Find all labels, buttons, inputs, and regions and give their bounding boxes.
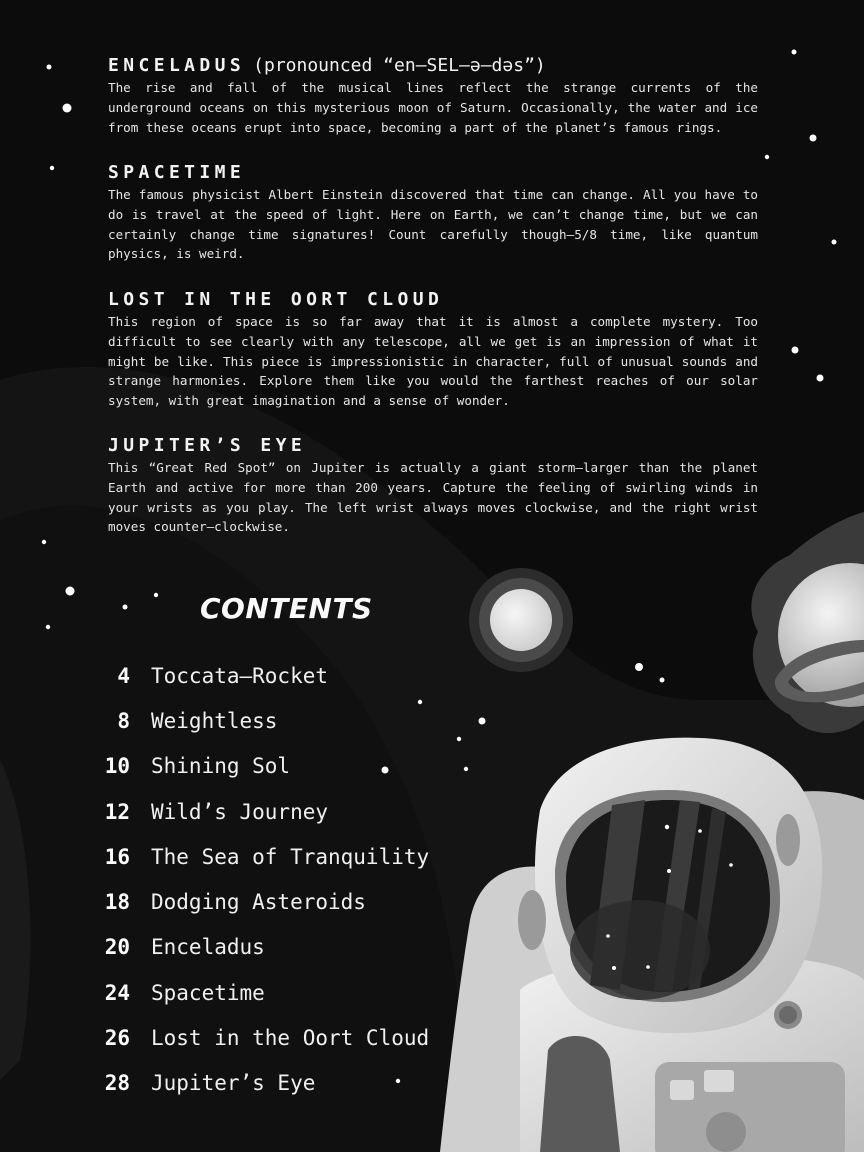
toc-title: Wild’s Journey xyxy=(151,799,329,824)
section-heading: SPACETIME xyxy=(108,162,246,183)
toc-title: Weightless xyxy=(151,708,278,733)
star-icon xyxy=(154,593,158,597)
star-icon xyxy=(660,678,665,683)
star-icon xyxy=(47,65,52,70)
toc-page-number: 8 xyxy=(117,708,130,733)
star-icon xyxy=(42,540,46,544)
section-body: This “Great Red Spot” on Jupiter is actually a giant storm—larger than the planet Earth and active for more than 200 years. Capture the feeling of swirling winds in your wrists as you play. The left wrist always moves clockwise, and the right wrist moves counter–clockwise. xyxy=(108,460,758,535)
toc-item[interactable] xyxy=(96,698,496,743)
star-icon xyxy=(792,50,797,55)
toc-page-number: 28 xyxy=(104,1071,130,1096)
star-icon xyxy=(765,155,769,159)
star-icon xyxy=(66,587,75,596)
toc-title: Jupiter’s Eye xyxy=(151,1071,316,1096)
section-jupiters-eye xyxy=(108,435,758,537)
section-heading xyxy=(108,55,758,76)
star-icon xyxy=(817,375,824,382)
toc-page-number: 12 xyxy=(104,799,130,824)
toc-page-number: 10 xyxy=(104,754,130,779)
toc-item[interactable] xyxy=(96,789,496,834)
toc-item[interactable] xyxy=(96,744,496,789)
toc-item[interactable] xyxy=(96,1061,496,1106)
star-icon xyxy=(63,104,72,113)
section-enceladus xyxy=(108,55,758,137)
toc-title: Spacetime xyxy=(151,980,265,1005)
heading-text: ENCELADUS xyxy=(108,55,246,76)
ringed-planet-icon xyxy=(751,512,864,733)
toc-title: Lost in the Oort Cloud xyxy=(151,1026,430,1051)
star-icon xyxy=(635,663,643,671)
toc-title: Shining Sol xyxy=(151,754,291,779)
toc-page-number: 4 xyxy=(117,663,130,688)
toc-item[interactable] xyxy=(96,970,496,1015)
toc-title: Enceladus xyxy=(151,935,265,960)
section-heading: LOST IN THE OORT CLOUD xyxy=(108,289,444,310)
toc-item[interactable] xyxy=(96,925,496,970)
contents-title: CONTENTS xyxy=(200,592,373,625)
star-icon xyxy=(123,605,128,610)
toc-title: Dodging Asteroids xyxy=(151,890,366,915)
section-body: This region of space is so far away that it is almost a complete mystery. Too difficult to see clearly with any telescope, all we get is an impression of what it might be like. This piece is impressionistic in character, full of unusual sounds and strange harmonies. Explore them like you would the farthest reaches of our solar system, with great imagination and a sense of wonder. xyxy=(108,314,758,409)
table-of-contents xyxy=(96,653,496,1106)
star-icon xyxy=(792,347,799,354)
section-body: The famous physicist Albert Einstein discovered that time can change. All you have to do is travel at the speed of light. Here on Earth, we can’t change time, but we can certainly change time signatures! Count carefully though—5/8 time, like quantum physics, is weird. xyxy=(108,187,758,262)
star-icon xyxy=(50,166,54,170)
star-icon xyxy=(810,135,817,142)
toc-item[interactable] xyxy=(96,653,496,698)
toc-item[interactable] xyxy=(96,1015,496,1060)
toc-page-number: 26 xyxy=(104,1026,130,1051)
section-heading: JUPITER’S EYE xyxy=(108,435,307,456)
toc-page-number: 18 xyxy=(104,890,130,915)
section-body: The rise and fall of the musical lines reflect the strange currents of the underground oceans on this mysterious moon of Saturn. Occasionally, the water and ice from these oceans erupt into space, becoming a part of the planet’s famous rings. xyxy=(108,80,758,135)
toc-item[interactable] xyxy=(96,879,496,924)
star-icon xyxy=(832,240,837,245)
section-spacetime xyxy=(108,162,758,264)
toc-item[interactable] xyxy=(96,834,496,879)
toc-page-number: 20 xyxy=(104,935,130,960)
section-oort-cloud xyxy=(108,289,758,411)
toc-title: The Sea of Tranquility xyxy=(151,844,430,869)
toc-page-number: 16 xyxy=(104,844,130,869)
toc-title: Toccata–Rocket xyxy=(151,663,329,688)
pronunciation: (pronounced “en–SEL–ə–dəs”) xyxy=(253,55,546,76)
star-icon xyxy=(46,625,50,629)
toc-page-number: 24 xyxy=(104,980,130,1005)
